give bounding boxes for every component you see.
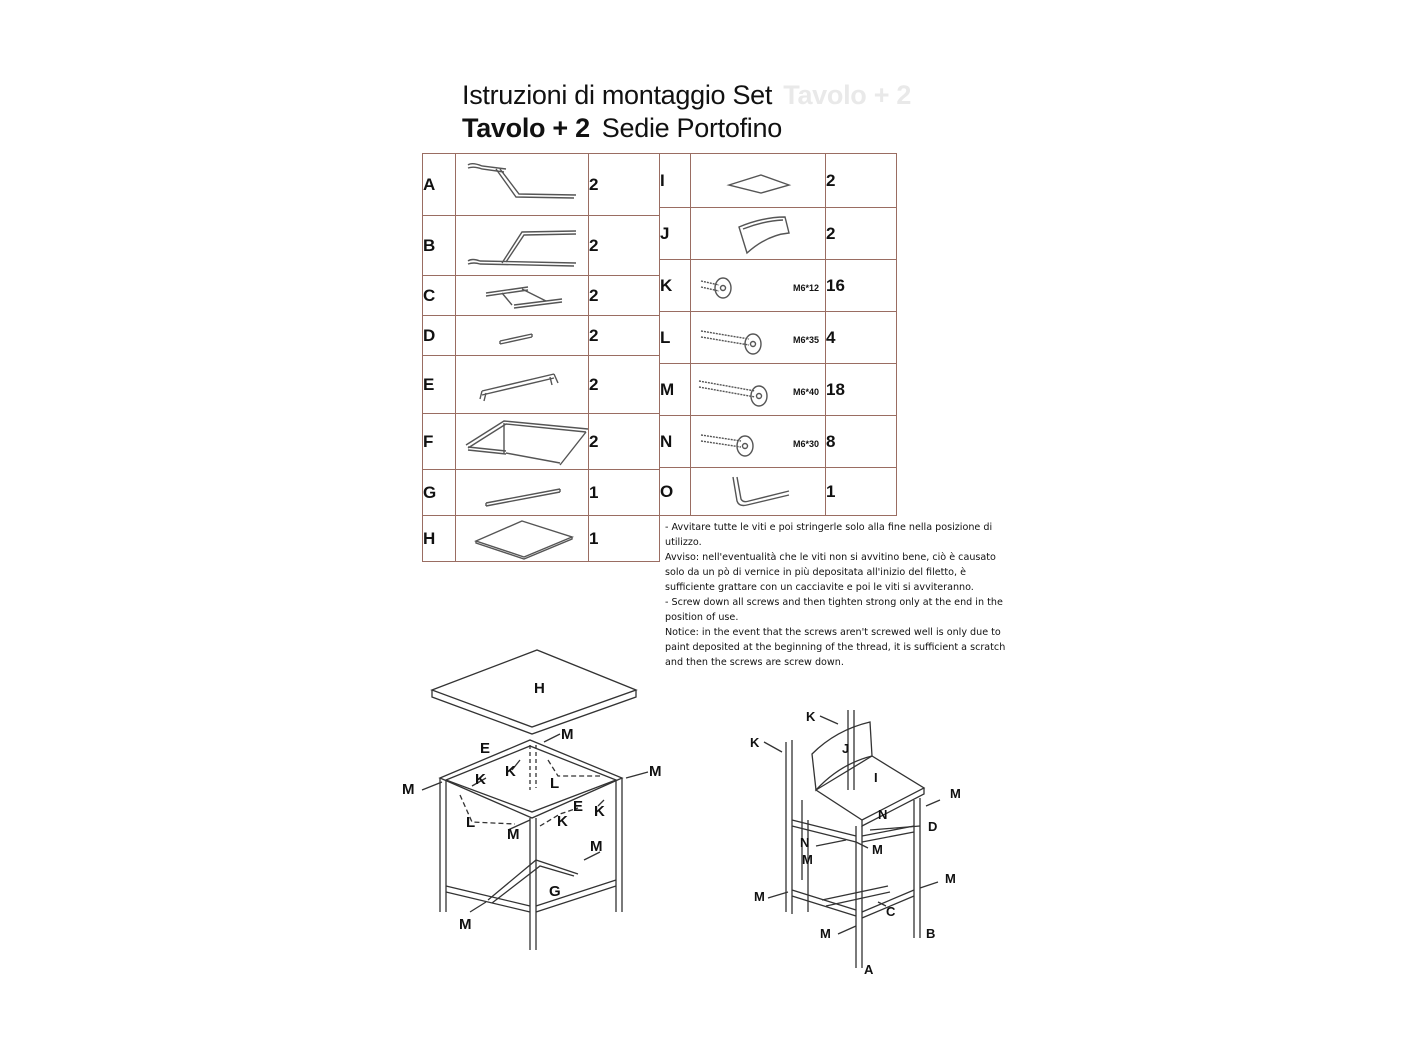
part-qty: 1 xyxy=(589,516,660,562)
callout-m: M xyxy=(590,838,603,855)
callout-k: K xyxy=(475,771,486,788)
part-letter: N xyxy=(660,416,691,468)
part-qty: 2 xyxy=(826,208,897,260)
title-rest: Sedie Portofino xyxy=(601,113,782,143)
part-qty: 2 xyxy=(589,154,660,216)
callout-h: H xyxy=(534,680,545,697)
callout-k: K xyxy=(557,813,568,830)
callout-m: M xyxy=(561,726,574,743)
part-letter: B xyxy=(423,216,456,276)
part-qty: 2 xyxy=(589,216,660,276)
part-spec: M6*30 xyxy=(792,439,819,449)
note-it-1: - Avvitare tutte le viti e poi stringerle solo alla fine nella posizione di utilizzo. xyxy=(665,522,993,548)
part-letter: O xyxy=(660,468,691,516)
callout-m: M xyxy=(459,916,472,933)
callout-m: M xyxy=(402,781,415,798)
part-qty: 1 xyxy=(826,468,897,516)
callout-m: M xyxy=(754,889,765,904)
part-qty: 2 xyxy=(589,316,660,356)
callout-l: L xyxy=(550,775,560,792)
callout-b: B xyxy=(926,926,936,941)
part-letter: D xyxy=(423,316,456,356)
callout-k: K xyxy=(806,709,816,724)
callout-m: M xyxy=(802,852,813,867)
part-letter: J xyxy=(660,208,691,260)
note-en-1: - Screw down all screws and then tighten strong only at the end in the position of use. xyxy=(665,597,1003,623)
part-letter: C xyxy=(423,276,456,316)
callout-g: G xyxy=(549,883,561,900)
callout-i: I xyxy=(874,770,878,785)
title-faded-text: Tavolo + 2 xyxy=(783,80,912,110)
part-qty: 2 xyxy=(589,414,660,470)
title-line1: Istruzioni di montaggio Set xyxy=(462,80,773,110)
callout-m: M xyxy=(945,871,956,886)
callout-k: K xyxy=(505,763,516,780)
part-qty: 2 xyxy=(589,276,660,316)
part-letter: M xyxy=(660,364,691,416)
part-qty: 2 xyxy=(826,154,897,208)
part-qty: 4 xyxy=(826,312,897,364)
part-letter: L xyxy=(660,312,691,364)
chair-drawing xyxy=(764,710,940,968)
callout-e: E xyxy=(480,740,491,757)
callout-k: K xyxy=(750,735,760,750)
callout-n: N xyxy=(878,807,888,822)
callout-j: J xyxy=(842,741,850,756)
part-qty: 8 xyxy=(826,416,897,468)
callout-m: M xyxy=(872,842,883,857)
part-qty: 16 xyxy=(826,260,897,312)
callout-n: N xyxy=(800,835,810,850)
part-spec: M6*35 xyxy=(792,335,819,345)
note-it-2: Avviso: nell'eventualità che le viti non si avvitino bene, ciò è causato solo da un pò di vernice in più depositata all'inizio del filetto, è sufficiente grattare con un cacciavite e poi le viti si avviteranno. xyxy=(665,552,996,593)
part-letter: G xyxy=(423,470,456,516)
part-letter: A xyxy=(423,154,456,216)
callout-m: M xyxy=(649,763,662,780)
note-en-2: Notice: in the event that the screws aren't screwed well is only due to paint deposited at the beginning of the thread, it is sufficient a scratch and then the screws are screw down. xyxy=(665,627,1006,668)
part-letter: K xyxy=(660,260,691,312)
callout-e: E xyxy=(573,798,584,815)
callout-k: K xyxy=(594,803,605,820)
part-letter: H xyxy=(423,516,456,562)
callout-m: M xyxy=(820,926,831,941)
part-spec: M6*40 xyxy=(792,387,819,397)
part-letter: E xyxy=(423,356,456,414)
part-letter: I xyxy=(660,154,691,208)
callout-a: A xyxy=(864,962,874,977)
part-qty: 2 xyxy=(589,356,660,414)
callout-l: L xyxy=(466,814,476,831)
part-qty: 1 xyxy=(589,470,660,516)
title-bold-part: Tavolo + 2 xyxy=(462,113,590,143)
part-spec: M6*12 xyxy=(792,283,819,293)
callout-c: C xyxy=(886,904,896,919)
callout-d: D xyxy=(928,819,938,834)
part-letter: F xyxy=(423,414,456,470)
callout-m: M xyxy=(950,786,961,801)
callout-m: M xyxy=(507,826,520,843)
part-qty: 18 xyxy=(826,364,897,416)
